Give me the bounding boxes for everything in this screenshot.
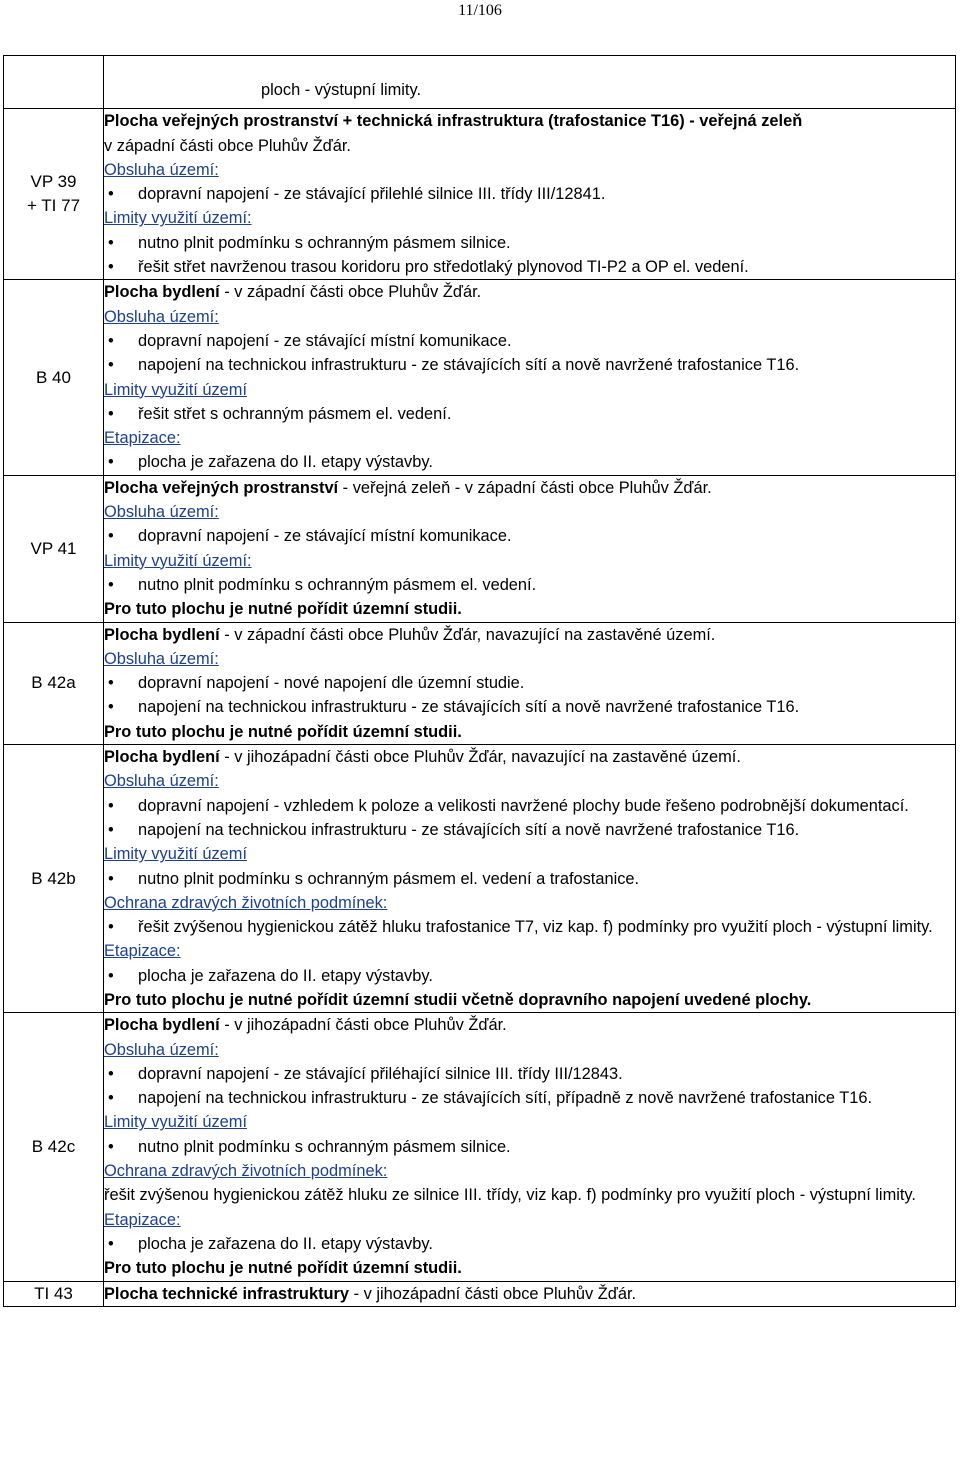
list-item-text: nutno plnit podmínku s ochranným pásmem el. vedení a trafostanice. — [138, 869, 640, 888]
area-description — [104, 280, 956, 475]
bullet-dot-icon: • — [108, 698, 114, 717]
list-item-text: napojení na technickou infrastrukturu - ze stávajících sítí, případně z nově navržené trafostanice T16. — [138, 1089, 873, 1108]
area-code-line: VP 39 — [30, 172, 77, 192]
area-type-title: Plocha bydlení — [104, 625, 220, 644]
bullet-list — [104, 450, 955, 474]
list-item-text: dopravní napojení - nové napojení dle územní studie. — [138, 674, 525, 693]
description-line — [104, 476, 955, 500]
bullet-dot-icon: • — [108, 869, 114, 888]
study-requirement: Pro tuto plochu je nutné pořídit územní studii. — [104, 722, 462, 741]
regulation-table — [3, 55, 956, 1307]
bullet-dot-icon: • — [108, 404, 114, 423]
area-code — [4, 745, 104, 1013]
list-item-text: plocha je zařazena do II. etapy výstavby. — [138, 966, 433, 985]
study-requirement: Pro tuto plochu je nutné pořídit územní studii. — [104, 600, 462, 619]
description-text: - v západní části obce Pluhův Žďár, navazující na zastavěné území. — [219, 625, 716, 644]
list-item-text: dopravní napojení - ze stávající přilehlé silnice III. třídy III/12841. — [138, 185, 606, 204]
list-item-text: dopravní napojení - ze stávající místní komunikace. — [138, 331, 512, 350]
bullet-list — [104, 1135, 955, 1159]
bullet-dot-icon: • — [108, 1089, 114, 1108]
table-row — [4, 1013, 956, 1281]
bullet-dot-icon: • — [108, 820, 114, 839]
list-item-text: řešit střet navrženou trasou koridoru pro středotlaký plynovod TI-P2 a OP el. vedení. — [138, 258, 749, 277]
table-row — [4, 280, 956, 475]
bullet-dot-icon: • — [108, 185, 114, 204]
area-type-title: Plocha veřejných prostranství + technická infrastruktura (trafostanice T16) - veřejná zeleň — [104, 112, 803, 131]
list-item-text: plocha je zařazena do II. etapy výstavby. — [138, 453, 433, 472]
bullet-dot-icon: • — [108, 966, 114, 985]
list-item — [104, 329, 955, 353]
bullet-list — [104, 964, 955, 988]
list-item — [104, 818, 955, 842]
bullet-list — [104, 402, 955, 426]
list-item — [104, 573, 955, 597]
bullet-list — [104, 794, 955, 843]
list-item-text: napojení na technickou infrastrukturu - ze stávajících sítí a nově navržené trafostanice T16. — [138, 820, 800, 839]
area-description — [104, 109, 956, 280]
list-item — [104, 524, 955, 548]
bullet-dot-icon: • — [108, 674, 114, 693]
description-text: řešit zvýšenou hygienickou zátěž hluku ze silnice III. třídy, viz kap. f) podmínky pro využití ploch - výstupní limity. — [104, 1186, 916, 1205]
section-label: Obsluha území: — [104, 649, 219, 668]
table-row — [4, 475, 956, 622]
area-code — [4, 622, 104, 744]
list-item-text: řešit střet s ochranným pásmem el. vedení. — [138, 404, 452, 423]
list-item-text: řešit zvýšenou hygienickou zátěž hluku trafostanice T7, viz kap. f) podmínky pro využití ploch - výstupní limity. — [138, 918, 933, 937]
list-item — [104, 671, 955, 695]
list-item — [104, 182, 955, 206]
bullet-dot-icon: • — [108, 575, 114, 594]
area-code-line: B 40 — [36, 367, 71, 387]
area-code-line: + TI 77 — [26, 196, 81, 216]
section-label: Limity využití území — [104, 380, 247, 399]
description-line — [104, 1183, 955, 1207]
area-code-line: TI 43 — [34, 1283, 73, 1303]
table-row — [4, 622, 956, 744]
table-row — [4, 745, 956, 1013]
bullet-dot-icon: • — [108, 356, 114, 375]
section-label: Ochrana zdravých životních podmínek: — [104, 893, 388, 912]
description-text: - veřejná zeleň - v západní části obce Pluhův Žďár. — [338, 478, 712, 497]
area-description — [104, 1013, 956, 1281]
list-item — [104, 915, 955, 939]
list-item — [104, 231, 955, 255]
section-label: Limity využití území: — [104, 551, 252, 570]
table-row — [4, 1281, 956, 1306]
section-label: Obsluha území: — [104, 160, 219, 179]
list-item — [104, 255, 955, 279]
bullet-list — [104, 867, 955, 891]
list-item-text: dopravní napojení - vzhledem k poloze a velikosti navržené plochy bude řešeno podrobnější dokumentací. — [138, 796, 909, 815]
bullet-list — [104, 182, 955, 206]
list-item — [104, 402, 955, 426]
bullet-dot-icon: • — [108, 1064, 114, 1083]
study-requirement: Pro tuto plochu je nutné pořídit územní studii. — [104, 1259, 462, 1278]
area-code — [4, 109, 104, 280]
area-type-title: Plocha bydlení — [104, 1016, 220, 1035]
bullet-list — [104, 573, 955, 597]
list-item — [104, 1232, 955, 1256]
area-description — [104, 1281, 956, 1306]
bullet-dot-icon: • — [108, 796, 114, 815]
bullet-dot-icon: • — [108, 527, 114, 546]
list-item-text: nutno plnit podmínku s ochranným pásmem silnice. — [138, 1137, 511, 1156]
bullet-dot-icon: • — [108, 1234, 114, 1253]
list-item — [104, 1086, 955, 1110]
list-item-text: napojení na technickou infrastrukturu - ze stávajících sítí a nově navržené trafostanice T16. — [138, 698, 800, 717]
area-description — [104, 622, 956, 744]
area-description — [104, 745, 956, 1013]
description-text: - v jihozápadní části obce Pluhův Žďár. — [219, 1016, 507, 1035]
list-item-text: dopravní napojení - ze stávající místní komunikace. — [138, 527, 512, 546]
bullet-list — [104, 1062, 955, 1111]
area-code — [4, 1013, 104, 1281]
area-code-line: VP 41 — [30, 538, 77, 558]
bullet-dot-icon: • — [108, 331, 114, 350]
list-item — [104, 794, 955, 818]
description-text: ploch - výstupní limity. — [261, 81, 422, 99]
bullet-list — [104, 915, 955, 939]
list-item — [104, 964, 955, 988]
description-text: - v západní části obce Pluhův Žďár. — [219, 283, 482, 302]
area-code-line: B 42b — [31, 868, 76, 888]
description-text: - v jihozápadní části obce Pluhův Žďár. — [349, 1284, 637, 1303]
list-item-text: nutno plnit podmínku s ochranným pásmem silnice. — [138, 233, 511, 252]
description-line — [104, 745, 955, 769]
section-label: Etapizace: — [104, 1210, 181, 1229]
area-code — [4, 56, 104, 109]
section-label: Obsluha území: — [104, 503, 219, 522]
description-line — [104, 280, 955, 304]
area-code — [4, 280, 104, 475]
section-label: Etapizace: — [104, 942, 181, 961]
section-label: Obsluha území: — [104, 772, 219, 791]
list-item — [104, 450, 955, 474]
list-item — [104, 867, 955, 891]
section-label: Limity využití území — [104, 845, 247, 864]
description-line — [104, 623, 955, 647]
list-item — [104, 353, 955, 377]
description-line — [104, 1013, 955, 1037]
bullet-list — [104, 1232, 955, 1256]
list-item — [104, 1062, 955, 1086]
page-number: 11/106 — [458, 2, 502, 19]
section-label: Etapizace: — [104, 429, 181, 448]
section-label: Ochrana zdravých životních podmínek: — [104, 1162, 388, 1181]
table-row — [4, 109, 956, 280]
table-row — [4, 56, 956, 109]
area-code-line: B 42a — [31, 673, 76, 693]
list-item-text: plocha je zařazena do II. etapy výstavby. — [138, 1234, 433, 1253]
bullet-dot-icon: • — [108, 918, 114, 937]
list-item-text: nutno plnit podmínku s ochranným pásmem el. vedení. — [138, 575, 537, 594]
description-text: v západní části obce Pluhův Žďár. — [104, 136, 351, 155]
bullet-list — [104, 329, 955, 378]
description-line — [261, 78, 955, 102]
area-type-title: Plocha bydlení — [104, 748, 220, 767]
list-item — [104, 695, 955, 719]
bullet-list — [104, 671, 955, 720]
section-label: Limity využití území: — [104, 209, 252, 228]
section-label: Limity využití území — [104, 1113, 247, 1132]
area-description — [104, 56, 956, 109]
area-code-line: B 42c — [31, 1136, 76, 1156]
list-item-text: napojení na technickou infrastrukturu - ze stávajících sítí a nově navržené trafostanice T16. — [138, 356, 800, 375]
area-type-title: Plocha technické infrastruktury — [104, 1284, 350, 1303]
area-type-title: Plocha bydlení — [104, 283, 220, 302]
bullet-dot-icon: • — [108, 258, 114, 277]
area-code — [4, 1281, 104, 1306]
bullet-dot-icon: • — [108, 233, 114, 252]
description-line — [104, 1282, 955, 1306]
bullet-list — [104, 231, 955, 280]
description-line — [104, 109, 955, 133]
section-label: Obsluha území: — [104, 307, 219, 326]
area-type-title: Plocha veřejných prostranství — [104, 478, 339, 497]
area-code — [4, 475, 104, 622]
bullet-dot-icon: • — [108, 1137, 114, 1156]
list-item-text: dopravní napojení - ze stávající přiléhající silnice III. třídy III/12843. — [138, 1064, 623, 1083]
section-label: Obsluha území: — [104, 1040, 219, 1059]
list-item — [104, 1135, 955, 1159]
description-line — [104, 134, 955, 158]
bullet-list — [104, 524, 955, 548]
study-requirement: Pro tuto plochu je nutné pořídit územní studii včetně dopravního napojení uvedené plochy. — [104, 990, 812, 1009]
bullet-dot-icon: • — [108, 453, 114, 472]
description-text: - v jihozápadní části obce Pluhův Žďár, navazující na zastavěné území. — [219, 748, 741, 767]
area-description — [104, 475, 956, 622]
